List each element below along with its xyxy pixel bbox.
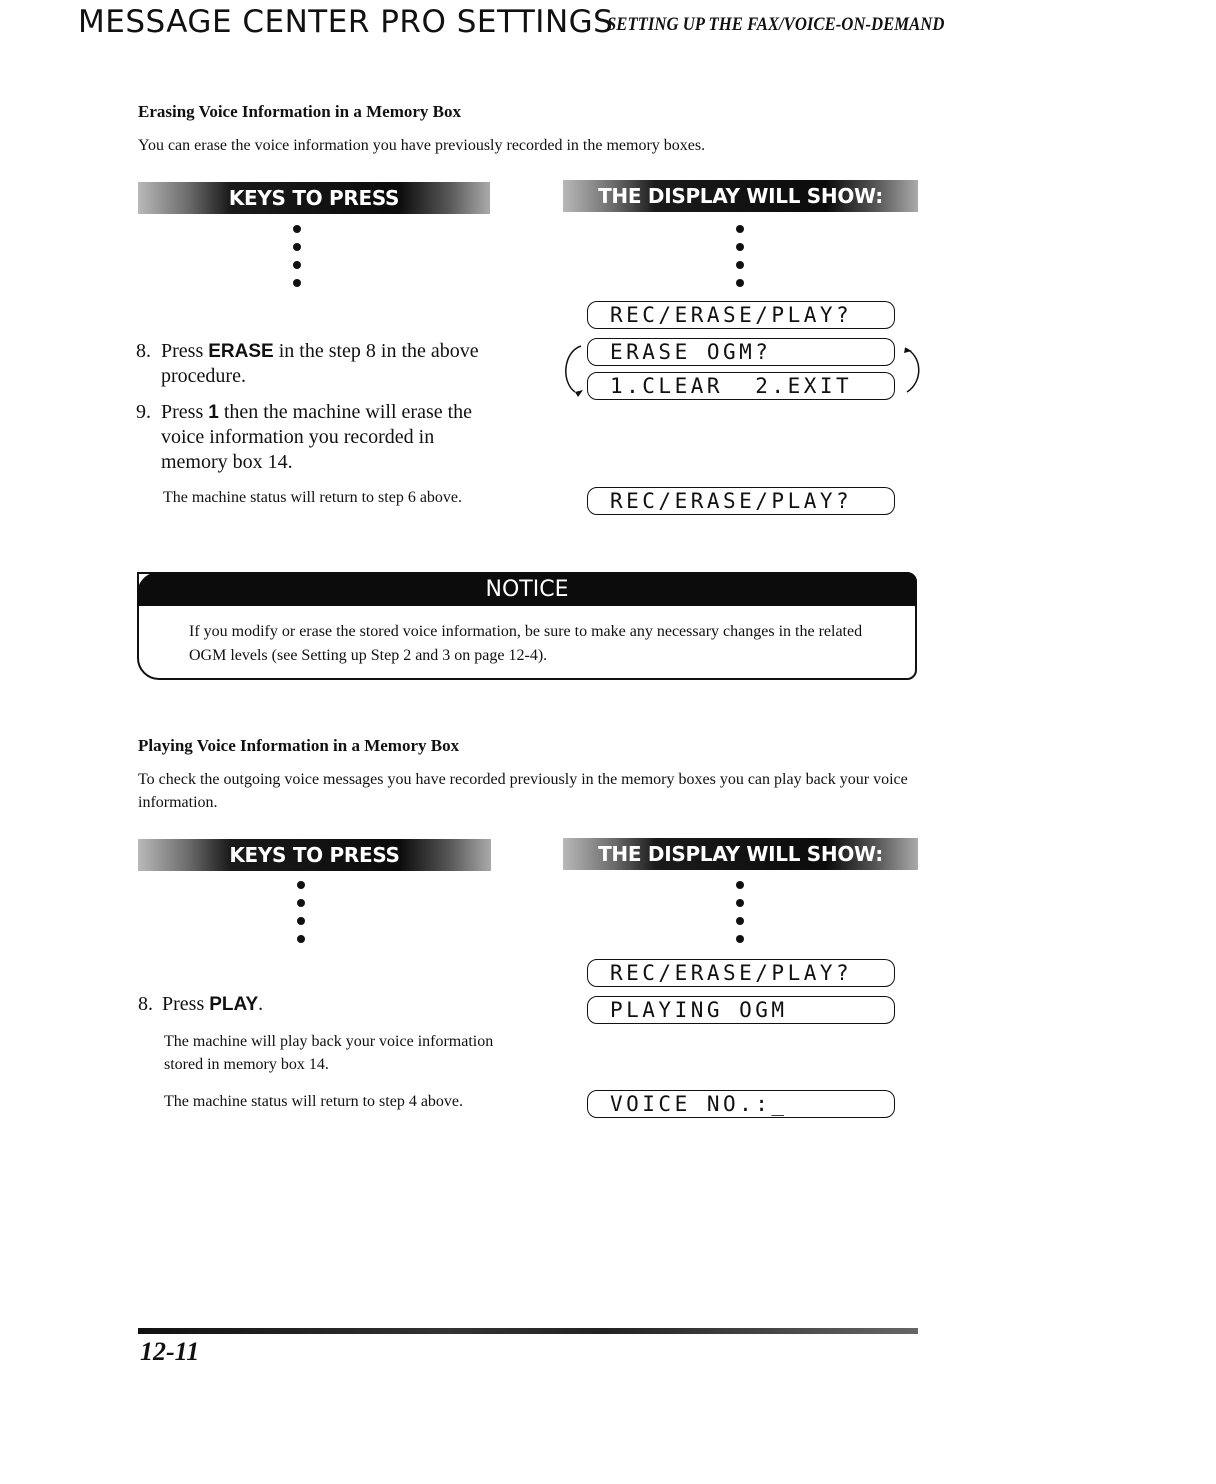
page-number: 12-11 xyxy=(140,1337,200,1366)
keys-to-press-label: KEYS TO PRESS xyxy=(228,186,400,210)
erasing-section-title: Erasing Voice Information in a Memory Box xyxy=(138,102,461,121)
display-will-show-label: THE DISPLAY WILL SHOW: xyxy=(598,184,883,208)
lcd-display: 1.CLEAR 2.EXIT xyxy=(587,372,895,400)
step-text: then the machine will erase the voice information you recorded in memory box 14. xyxy=(161,401,473,473)
step-9-confirm xyxy=(136,400,496,475)
page-header-title: MESSAGE CENTER PRO SETTINGS xyxy=(78,4,614,40)
step-text: Press xyxy=(161,401,209,423)
step-text: Press xyxy=(161,340,209,362)
step-text: in the step 8 in the above procedure. xyxy=(161,340,479,387)
display-will-show-header xyxy=(563,838,918,870)
step-note: The machine status will return to step 4 above. xyxy=(164,1093,464,1110)
display-will-show-header xyxy=(563,180,918,212)
step-8-play xyxy=(138,992,498,1017)
keys-to-press-header xyxy=(138,182,490,214)
notice-header xyxy=(137,572,917,606)
lcd-display: PLAYING OGM xyxy=(587,996,895,1024)
step-text: . xyxy=(258,993,264,1015)
step-text: Press xyxy=(162,993,210,1015)
continuation-dots xyxy=(297,881,309,953)
erase-key: ERASE xyxy=(208,341,274,362)
step-8-erase xyxy=(136,339,496,389)
playing-section-intro: To check the outgoing voice messages you have recorded previously in the memory boxes you can play back your voice information. xyxy=(138,771,908,811)
notice-text: If you modify or erase the stored voice information, be sure to make any necessary changes in the related OGM levels (see Setting up Step 2 and 3 on page 12-4). xyxy=(189,623,863,664)
cycle-arrows-icon xyxy=(555,340,925,400)
play-key: PLAY xyxy=(209,994,259,1015)
page-header-subtitle: SETTING UP THE FAX/VOICE-ON-DEMAND xyxy=(607,14,945,35)
footer-rule xyxy=(138,1328,918,1334)
step-number: 8. xyxy=(138,993,153,1015)
step-number: 8. xyxy=(136,340,151,362)
key-1: 1 xyxy=(208,402,219,423)
continuation-dots xyxy=(736,881,748,953)
display-will-show-label: THE DISPLAY WILL SHOW: xyxy=(598,842,883,866)
lcd-display: VOICE NO.:_ xyxy=(587,1090,895,1118)
continuation-dots xyxy=(736,225,748,297)
continuation-dots xyxy=(293,225,305,297)
step-note: The machine status will return to step 6 above. xyxy=(163,489,463,506)
erasing-section-intro: You can erase the voice information you have previously recorded in the memory boxes. xyxy=(138,137,706,154)
playing-section-title: Playing Voice Information in a Memory Box xyxy=(138,736,460,755)
lcd-display: REC/ERASE/PLAY? xyxy=(587,301,895,329)
step-note: The machine will play back your voice information stored in memory box 14. xyxy=(164,1033,494,1073)
step-number: 9. xyxy=(136,401,151,423)
keys-to-press-label: KEYS TO PRESS xyxy=(229,843,400,867)
lcd-display: ERASE OGM? xyxy=(587,338,895,366)
lcd-display: REC/ERASE/PLAY? xyxy=(587,487,895,515)
lcd-display: REC/ERASE/PLAY? xyxy=(587,959,895,987)
notice-label: NOTICE xyxy=(485,576,569,602)
keys-to-press-header xyxy=(138,839,491,871)
